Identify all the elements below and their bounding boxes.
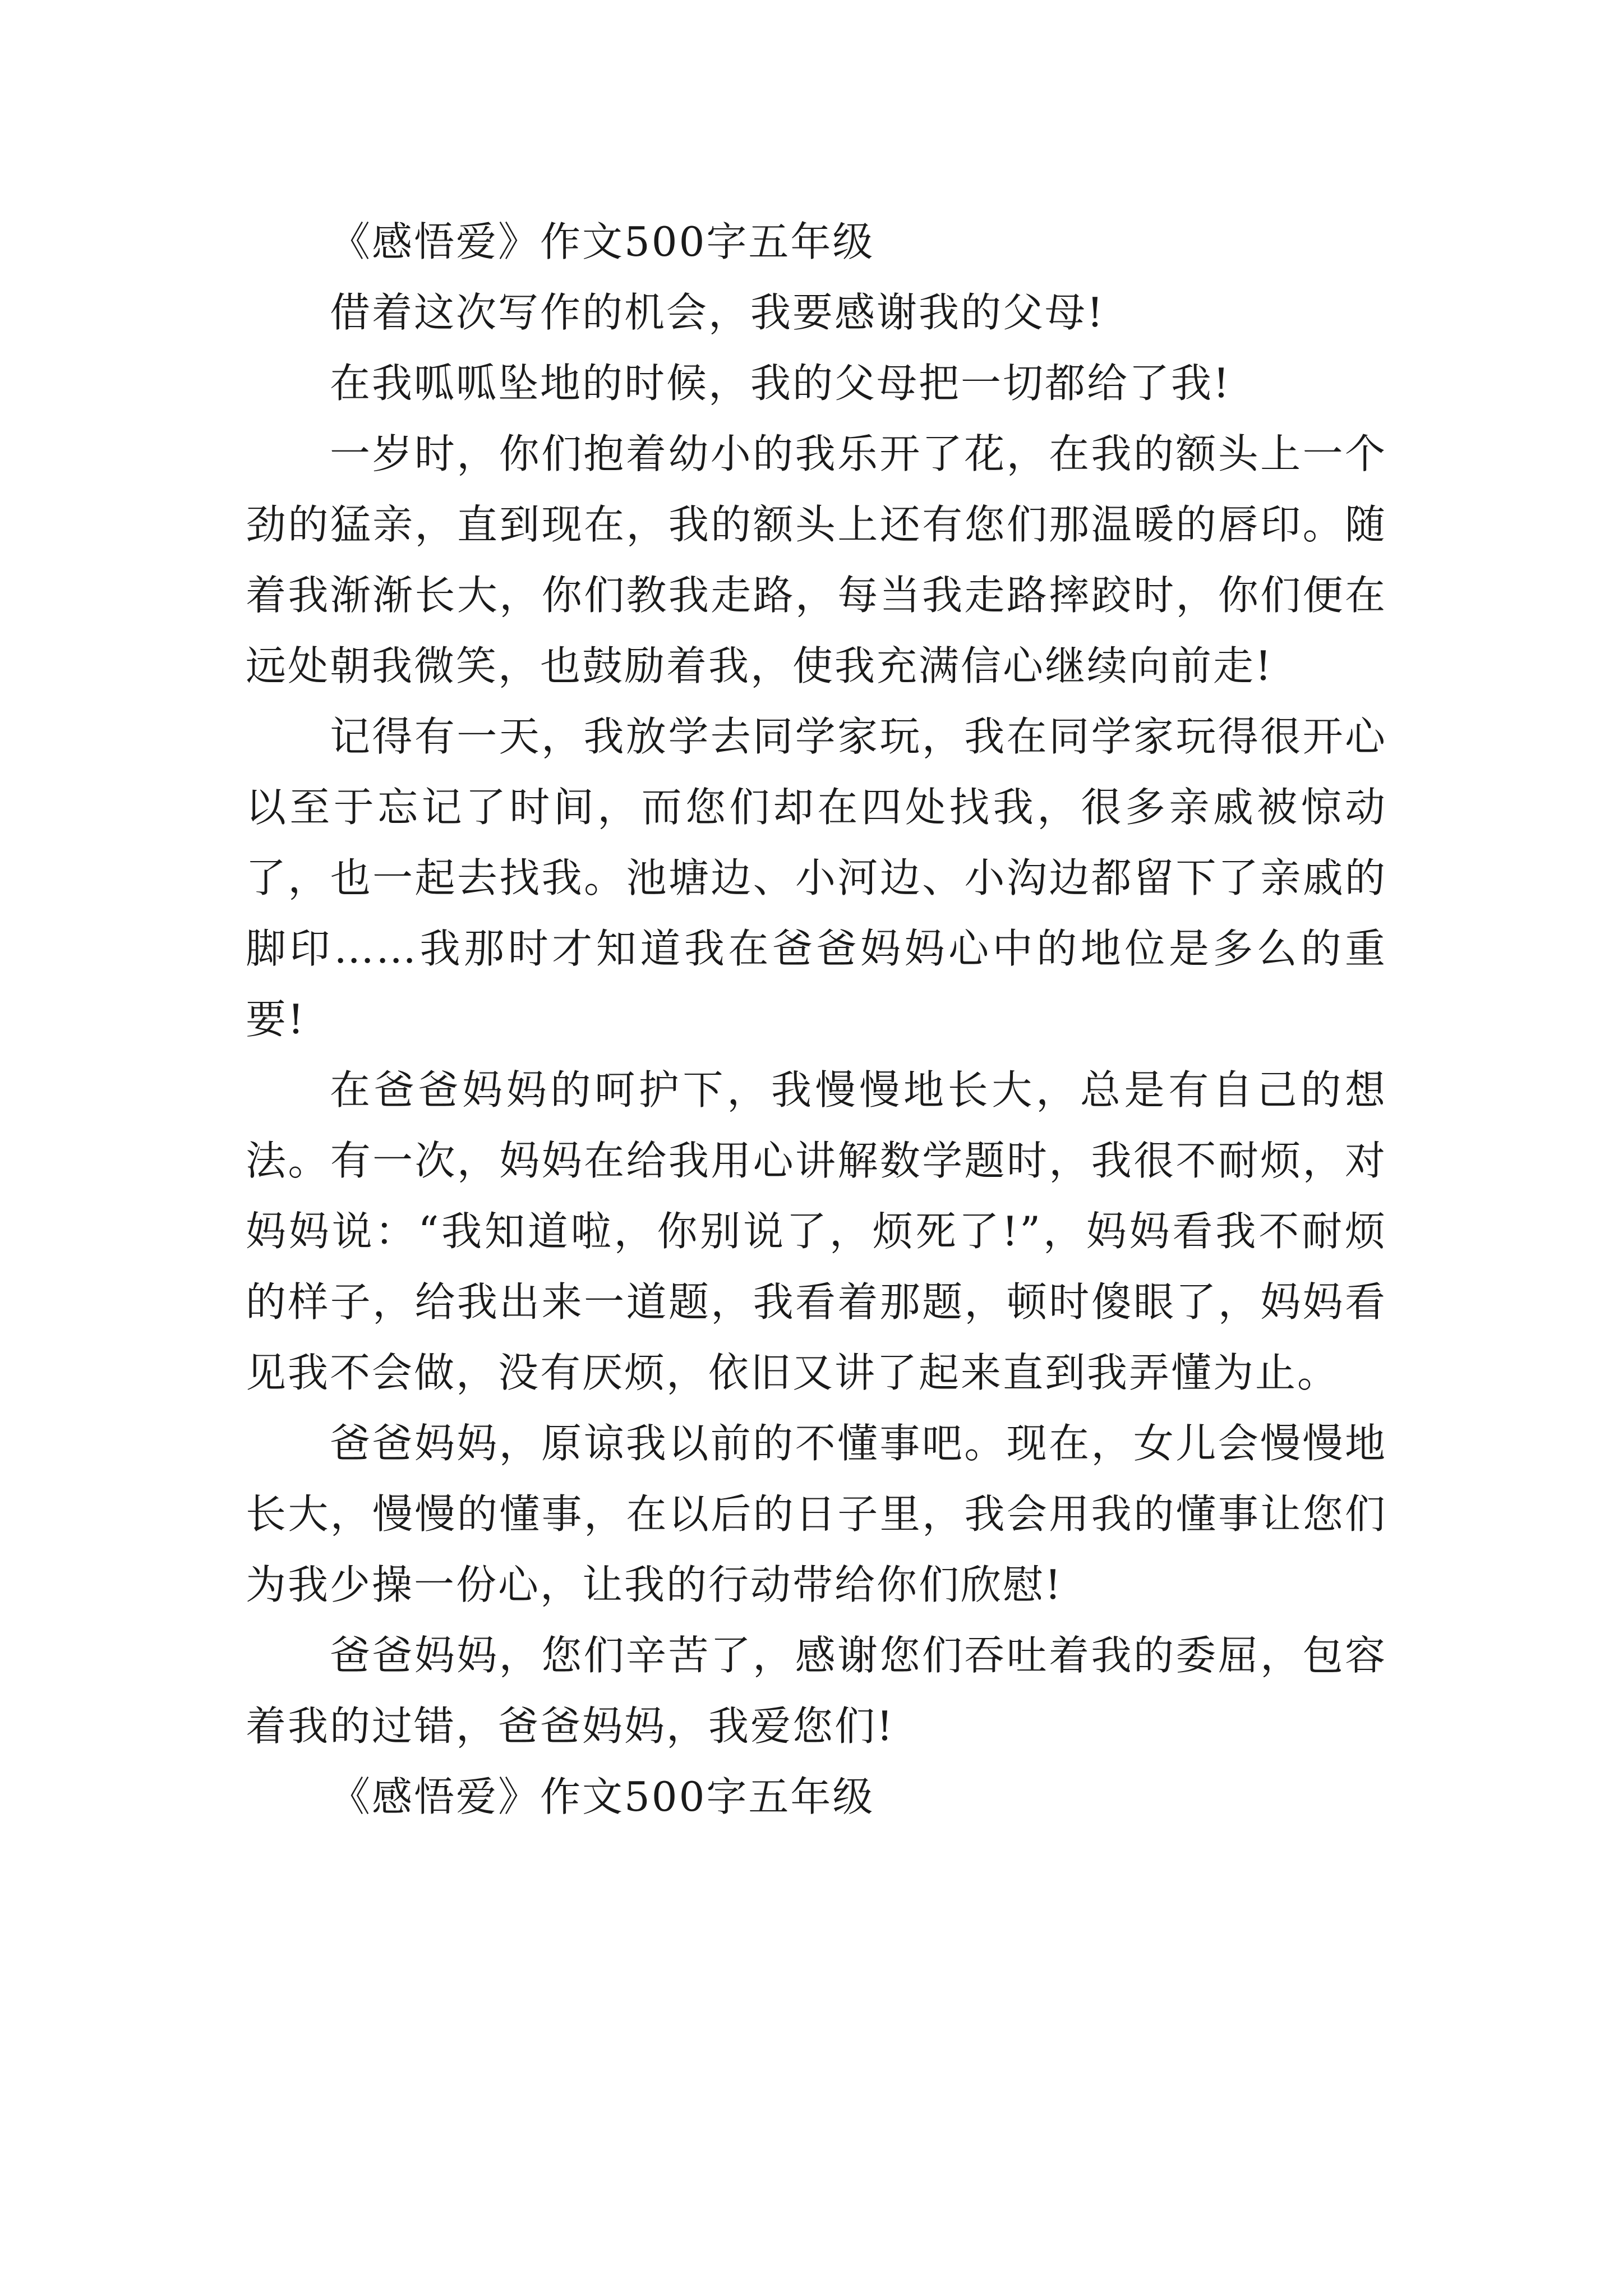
paragraph-3: 一岁时，你们抱着幼小的我乐开了花，在我的额头上一个劲的猛亲，直到现在，我的额头上还有您们那温暖的唇印。随着我渐渐长大，你们教我走路，每当我走路摔跤时，你们便在远处朝我微笑，也鼓励着我，使我充满信心继续向前走! [246, 430, 1387, 689]
paragraph-2: 在我呱呱坠地的时候，我的父母把一切都给了我! [330, 360, 1231, 407]
paragraph-6: 爸爸妈妈，原谅我以前的不懂事吧。现在，女儿会慢慢地长大，慢慢的懂事，在以后的日子里，我会用我的懂事让您们为我少操一份心，让我的行动带给你们欣慰! [246, 1420, 1387, 1608]
essay-body [246, 206, 1387, 1832]
paragraph-1: 借着这次写作的机会，我要感谢我的父母! [330, 289, 1105, 336]
paragraph-5: 在爸爸妈妈的呵护下，我慢慢地长大，总是有自己的想法。有一次，妈妈在给我用心讲解数学题时，我很不耐烦，对妈妈说：“我知道啦，你别说了，烦死了!”，妈妈看我不耐烦的样子，给我出来一道题，我看着那题，顿时傻眼了，妈妈看见我不会做，没有厌烦，依旧又讲了起来直到我弄懂为止。 [246, 1066, 1387, 1396]
essay-title-repeat: 《感悟爱》作文500字五年级 [330, 1773, 875, 1820]
essay-title: 《感悟爱》作文500字五年级 [330, 218, 875, 265]
paragraph-7: 爸爸妈妈，您们辛苦了，感谢您们吞吐着我的委屈，包容着我的过错，爸爸妈妈，我爱您们! [246, 1632, 1387, 1750]
paragraph-4: 记得有一天，我放学去同学家玩，我在同学家玩得很开心以至于忘记了时间，而您们却在四处找我，很多亲戚被惊动了，也一起去找我。池塘边、小河边、小沟边都留下了亲戚的脚印……我那时才知道我在爸爸妈妈心中的地位是多么的重要! [246, 713, 1387, 1043]
